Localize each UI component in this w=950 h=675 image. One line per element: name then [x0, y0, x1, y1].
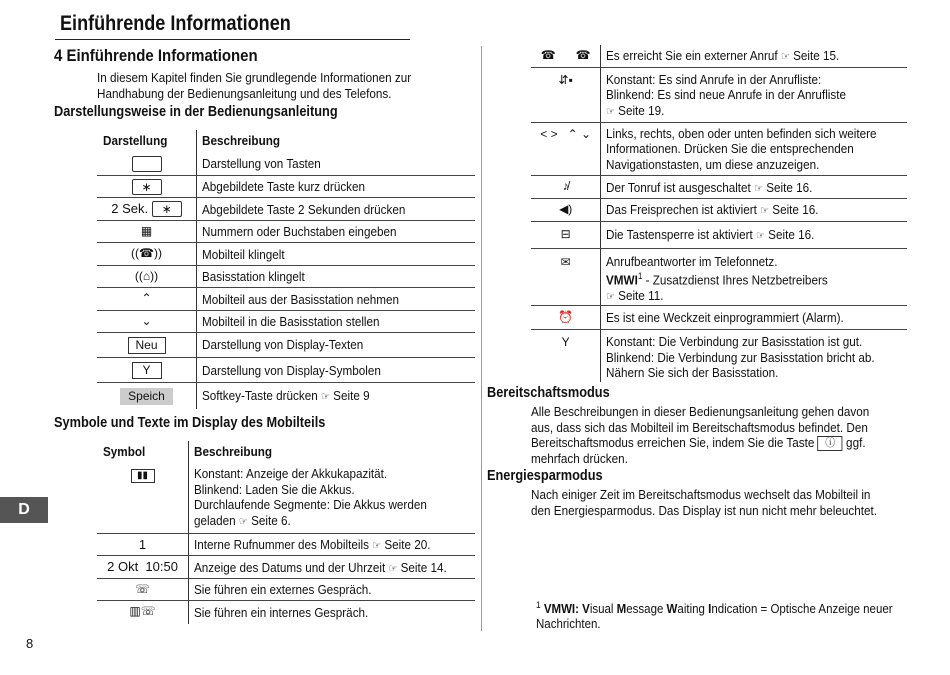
page-title: Einführende Informationen — [60, 12, 291, 35]
pointing-hand-icon: ☞ — [321, 390, 330, 403]
table-row: ▥☏ Sie führen ein internes Gespräch. — [97, 600, 475, 624]
table-row: Y Konstant: Die Verbindung zur Basisstation ist gut. Blinkend: Die Verbindung zur Basisstation bricht ab. Nähern Sie sich der Basisstation. — [531, 330, 907, 382]
alarm-icon: ⏰ — [531, 306, 601, 330]
pointing-hand-icon: ☞ — [760, 204, 770, 217]
table-row: 1 Interne Rufnummer des Mobilteils ☞ Seite 20. — [97, 533, 475, 555]
handset-lift-icon: ⌃ — [97, 287, 197, 310]
table-row: Y Darstellung von Display-Symbolen — [97, 357, 475, 382]
table-row: ▮▮ Konstant: Anzeige der Akkukapazität. Blinkend: Laden Sie die Akkus. Durchlaufende Segmente: Die Akkus werden geladen ☞ Seite 6. — [97, 463, 475, 533]
table-row: ((☎)) Mobilteil klingelt — [97, 242, 475, 265]
subheading-energiesparmodus: Energiesparmodus — [487, 468, 603, 484]
section-heading: 4 Einführende Informationen — [54, 46, 258, 65]
table-row: < > ⌃ ⌄ Links, rechts, oben oder unten befinden sich weitere Informationen. Drücken Sie die entsprechenden Navigationstasten, um diese anzuzeigen. — [531, 122, 907, 175]
star-key-icon: ∗ — [152, 201, 182, 217]
table-row: ☏ Sie führen ein externes Gespräch. — [97, 578, 475, 600]
navigation-arrows-icon: < > ⌃ ⌄ — [531, 122, 601, 175]
table-row: ⇵▪ Konstant: Es sind Anrufe in der Anrufliste: Blinkend: Es sind neue Anrufe in der Anrufliste ☞ Seite 19. — [531, 67, 907, 122]
subheading-bereitschaftsmodus: Bereitschaftsmodus — [487, 385, 610, 401]
pointing-hand-icon: ☞ — [372, 539, 382, 552]
table-row: Speich Softkey-Taste drücken ☞ Seite 9 — [97, 382, 475, 409]
display-text-box: Neu — [128, 337, 166, 354]
call-list-icon: ⇵▪ — [531, 67, 601, 122]
energie-paragraph: Nach einiger Zeit im Bereitschaftsmodus wechselt das Mobilteil in den Energiesparmodus. Das Display ist nun nicht mehr beleuchtet. — [531, 487, 877, 518]
title-rule — [55, 39, 410, 40]
darstellung-table — [97, 130, 475, 409]
table-row: ∗ Abgebildete Taste kurz drücken — [97, 175, 475, 197]
internal-number: 1 — [97, 533, 189, 555]
pointing-hand-icon: ☞ — [754, 182, 764, 195]
key-placeholder-icon — [132, 156, 162, 172]
table-row: ♪̸ Der Tonruf ist ausgeschaltet ☞ Seite 16. — [531, 175, 907, 198]
base-ringing-icon: ((⌂)) — [97, 265, 197, 287]
table-row: ⌃ Mobilteil aus der Basisstation nehmen — [97, 287, 475, 310]
table-row: ⌄ Mobilteil in die Basisstation stellen — [97, 310, 475, 332]
table-row: ✉ Anrufbeantworter im Telefonnetz. VMWI$^1$ - Zusatzdienst Ihres Netzbetreibers ☞ Seite 11. — [531, 248, 907, 306]
star-key-icon: ∗ — [132, 179, 162, 195]
keypad-icon: ▦ — [97, 220, 197, 242]
power-key-icon: ⓘ — [818, 436, 843, 451]
softkey-speich: Speich — [120, 388, 173, 405]
antenna-symbol-icon: Y — [132, 362, 162, 379]
pointing-hand-icon: ☞ — [781, 51, 791, 63]
external-call-icon: ☏ — [97, 578, 189, 600]
voicemail-icon: ✉ — [531, 248, 601, 306]
intro-paragraph: In diesem Kapitel finden Sie grundlegende Informationen zur Handhabung der Bedienungsanleitung und des Telefons. — [97, 70, 412, 101]
table-row: ◀) Das Freisprechen ist aktiviert ☞ Seite 16. — [531, 198, 907, 221]
incoming-external-call-icon: ☎ ☎ — [531, 45, 601, 67]
table2-header-symbol: Symbol — [97, 441, 189, 463]
table1-header-desc: Beschreibung — [202, 133, 281, 148]
language-tab: D — [0, 497, 48, 523]
battery-icon: ▮▮ — [131, 469, 155, 483]
pointing-hand-icon: ☞ — [606, 105, 616, 118]
symbol-table — [97, 441, 475, 624]
keypad-lock-icon: ⊟ — [531, 221, 601, 248]
date-time-display: 2 Okt 10:50 — [97, 555, 189, 578]
table-row: Neu Darstellung von Display-Texten — [97, 332, 475, 357]
bereitschaft-paragraph: Alle Beschreibungen in dieser Bedienungsanleitung gehen davon aus, dass sich das Mobilteil im Bereitschaftsmodus befindet. Den Bereitschaftsmodus erreichen Sie, indem Sie die Taste ⓘ ggf. mehrfach drücken. — [531, 404, 870, 467]
speaker-icon: ◀) — [531, 198, 601, 221]
ringer-off-icon: ♪̸ — [531, 175, 601, 198]
pointing-hand-icon: ☞ — [606, 290, 616, 303]
table1-header-symbol: Darstellung — [97, 130, 197, 152]
table-row: 2 Sek. ∗ Abgebildete Taste 2 Sekunden drücken — [97, 197, 475, 220]
handset-place-icon: ⌄ — [97, 310, 197, 332]
table-row: ▦ Nummern oder Buchstaben eingeben — [97, 220, 475, 242]
pointing-hand-icon: ☞ — [388, 562, 398, 575]
subheading-darstellung: Darstellungsweise in der Bedienungsanleitung — [54, 104, 338, 120]
table-row: 2 Okt 10:50 Anzeige des Datums und der Uhrzeit ☞ Seite 14. — [97, 555, 475, 578]
handset-ringing-icon: ((☎)) — [97, 242, 197, 265]
table-row: ((⌂)) Basisstation klingelt — [97, 265, 475, 287]
pointing-hand-icon: ☞ — [239, 515, 248, 528]
column-divider — [481, 46, 482, 631]
internal-call-icon: ▥☏ — [97, 600, 189, 624]
table-row: ⏰ Es ist eine Weckzeit einprogrammiert (Alarm). — [531, 306, 907, 330]
table2-header-desc: Beschreibung — [194, 444, 273, 459]
antenna-icon: Y — [531, 330, 601, 382]
pointing-hand-icon: ☞ — [756, 229, 766, 242]
display-symbol-table-continued — [531, 45, 907, 382]
table-row: ☎ ☎ Es erreicht Sie ein externer Anruf ☞ Seite 15. — [531, 45, 907, 67]
footnote: $^1$ VMWI: Visual Message Waiting Indication = Optische Anzeige neuer Nachrichten. — [536, 600, 893, 632]
page-number: 8 — [26, 636, 34, 651]
table-row: Darstellung von Tasten — [97, 152, 475, 175]
subheading-symbole: Symbole und Texte im Display des Mobilteils — [54, 415, 326, 431]
table-row: ⊟ Die Tastensperre ist aktiviert ☞ Seite 16. — [531, 221, 907, 248]
